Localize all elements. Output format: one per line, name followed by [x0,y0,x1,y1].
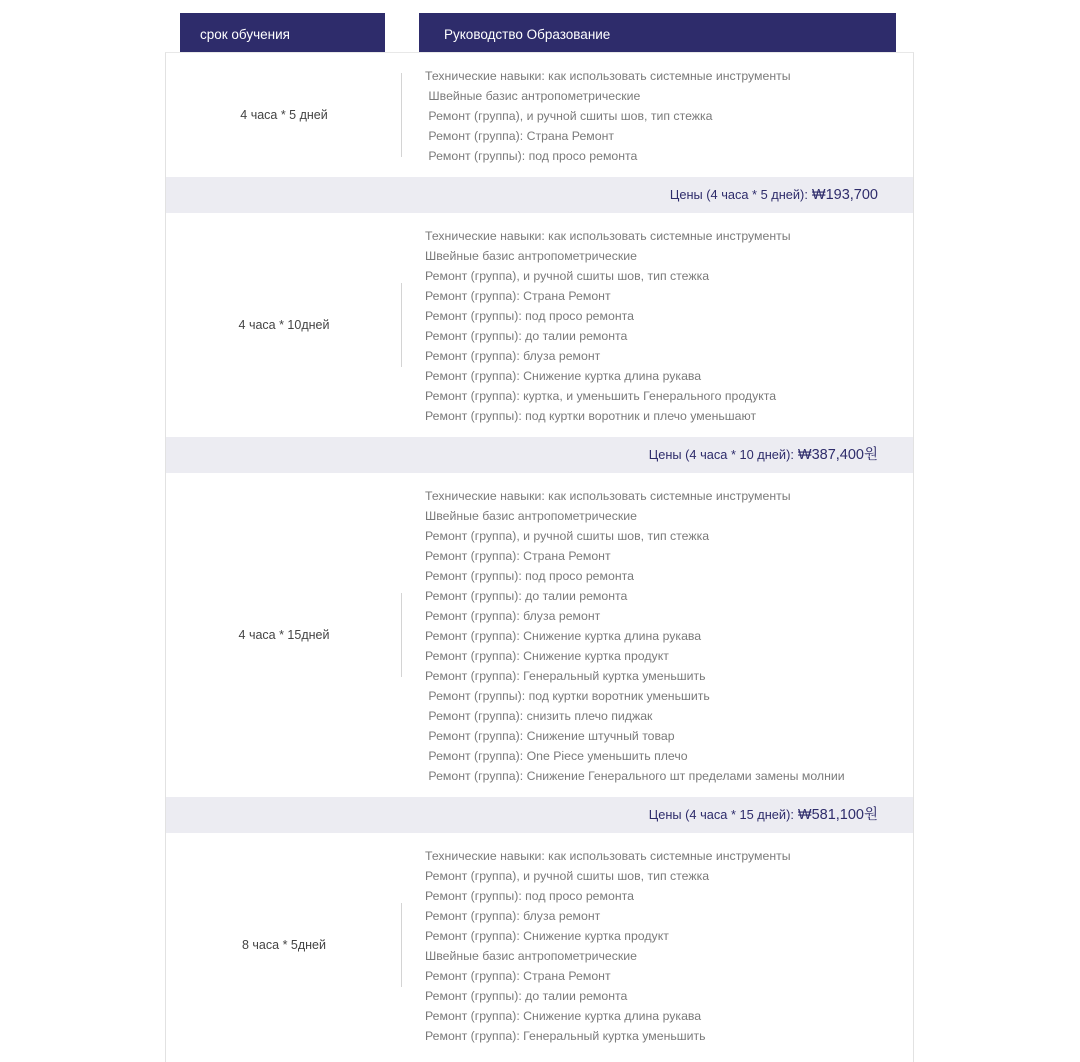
curriculum-item: Ремонт (группа): Страна Ремонт [425,129,615,143]
curriculum-item: Ремонт (группа): Генеральный куртка уменьшить [425,1029,706,1043]
price-band [166,437,913,473]
curriculum-item: Ремонт (группы): до талии ремонта [425,589,628,603]
price-band [166,797,913,833]
curriculum-item: Ремонт (группа): Снижение штучный товар [425,729,675,743]
course-block [166,213,913,437]
curriculum-item: Ремонт (группа): One Piece уменьшить плечо [425,749,688,763]
curriculum-item: Ремонт (группа), и ручной сшиты шов, тип стежка [425,109,713,123]
curriculum-item: Ремонт (группа): блуза ремонт [425,609,601,623]
curriculum-item: Ремонт (группы): под куртки воротник уменьшить [425,689,710,703]
curriculum-item: Ремонт (группа), и ручной сшиты шов, тип стежка [425,269,710,283]
course-duration: 8 часа * 5дней [242,938,326,952]
curriculum-list [402,473,845,797]
curriculum-item: Ремонт (группа): блуза ремонт [425,909,601,923]
curriculum-item: Ремонт (группа): Снижение куртка длина рукава [425,629,702,643]
curriculum-item: Ремонт (группы): под куртки воротник и плечо уменьшают [425,409,757,423]
curriculum-item: Швейные базис антропометрические [425,509,637,523]
curriculum-list [402,53,791,177]
curriculum-item: Ремонт (группа): Снижение куртка продукт [425,649,669,663]
header-duration: срок обучения [180,13,385,52]
curriculum-item: Ремонт (группа): блуза ремонт [425,349,601,363]
curriculum-item: Ремонт (группа): Страна Ремонт [425,969,611,983]
curriculum-item: Швейные базис антропометрические [425,949,637,963]
curriculum-list [402,213,791,437]
curriculum-item: Ремонт (группа): Страна Ремонт [425,289,611,303]
curriculum-item: Технические навыки: как использовать системные инструменты [425,69,791,83]
curriculum-item: Ремонт (группа): Снижение куртка длина рукава [425,1009,702,1023]
column-divider [401,903,402,987]
course-table [165,52,914,1062]
curriculum-item: Технические навыки: как использовать системные инструменты [425,849,791,863]
curriculum-item: Ремонт (группа): Генеральный куртка уменьшить [425,669,706,683]
course-block [166,833,913,1057]
header-curriculum: Руководство Образование [419,13,896,52]
price-band [166,177,913,213]
column-divider [401,593,402,677]
curriculum-item: Ремонт (группы): до талии ремонта [425,329,628,343]
price-value: ₩193,700 [811,187,878,203]
column-divider [401,283,402,367]
curriculum-item: Ремонт (группа): Страна Ремонт [425,549,611,563]
curriculum-item: Ремонт (группы): до талии ремонта [425,989,628,1003]
curriculum-item: Швейные базис антропометрические [425,89,641,103]
course-duration: 4 часа * 5 дней [240,108,328,122]
curriculum-item: Ремонт (группа), и ручной сшиты шов, тип стежка [425,869,710,883]
curriculum-item: Ремонт (группа): Снижение куртка длина рукава [425,369,702,383]
course-block [166,53,913,177]
course-duration: 4 часа * 10дней [238,318,330,332]
curriculum-item: Технические навыки: как использовать системные инструменты [425,229,791,243]
curriculum-item: Ремонт (группа): куртка, и уменьшить Генерального продукта [425,389,777,403]
price-label: Цены (4 часа * 10 дней): [648,447,794,462]
curriculum-list [402,833,791,1057]
curriculum-item: Ремонт (группы): под просо ремонта [425,149,638,163]
course-block [166,473,913,797]
curriculum-item: Швейные базис антропометрические [425,249,637,263]
curriculum-item: Ремонт (группа): Снижение куртка продукт [425,929,669,943]
price-value: ₩581,100원 [797,807,878,823]
curriculum-item: Ремонт (группа), и ручной сшиты шов, тип стежка [425,529,710,543]
curriculum-item: Ремонт (группы): под просо ремонта [425,569,634,583]
price-value: ₩387,400원 [797,447,878,463]
column-divider [401,73,402,157]
curriculum-item: Ремонт (группа): Снижение Генерального шт пределами замены молнии [425,769,845,783]
price-label: Цены (4 часа * 15 дней): [648,807,794,822]
curriculum-item: Ремонт (группы): под просо ремонта [425,309,634,323]
curriculum-item: Ремонт (группы): под просо ремонта [425,889,634,903]
curriculum-item: Технические навыки: как использовать системные инструменты [425,489,791,503]
price-label: Цены (4 часа * 5 дней): [669,187,808,202]
curriculum-item: Ремонт (группа): снизить плечо пиджак [425,709,653,723]
course-duration: 4 часа * 15дней [238,628,330,642]
